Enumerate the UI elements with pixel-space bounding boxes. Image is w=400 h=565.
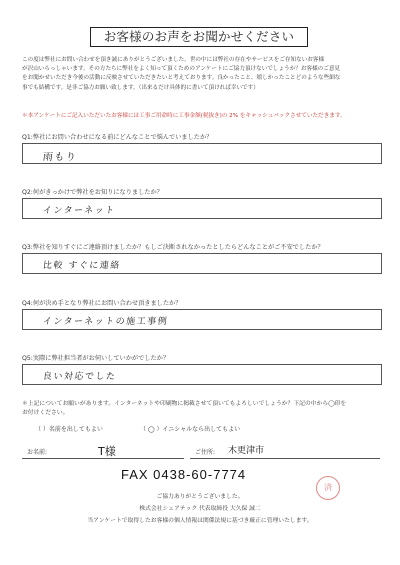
fax-number: FAX 0438-60-7774: [121, 467, 247, 482]
question-5-label: Q5:実際に弊社担当者がお伺いしていかがでしたか？: [22, 355, 170, 362]
question-4-answer-box[interactable]: [22, 309, 382, 330]
question-3-answer: 比較 すぐに連絡: [42, 261, 122, 271]
question-4-label: Q4:何が決め手となり弊社にお問い合わせ頂きましたか？: [22, 300, 182, 307]
intro-line: この度は弊社にお問い合わせを頂き誠にありがとうございました。世の中には弊社の存在やサービスをご存知ないお客様: [22, 57, 325, 63]
question-3-label: Q3:弊社を知りすぐにご連絡頂けましたか？もしご決断されなかったとしたらどんなことがご不安でしたか？: [22, 244, 324, 251]
question-1-answer: 雨もり: [42, 152, 78, 163]
name-underline: [22, 458, 184, 459]
intro-text: [22, 56, 382, 93]
address-underline: [190, 458, 380, 459]
name-label: お名前:: [27, 449, 48, 456]
cashback-note: ＊本アンケートにご記入いただいたお客様には工事ご用命時に工事金額(税抜き)の 2% をキャッシュバックさせていただきます。: [22, 113, 346, 119]
footer-privacy: 当アンケートで取得したお客様の個人情報は関係法規に基づき厳正に管理いたします。: [87, 518, 313, 524]
question-5-answer: 良い対応でした: [42, 372, 117, 382]
address-label: ご住所:: [195, 449, 216, 456]
question-5-answer-box[interactable]: [22, 364, 382, 385]
question-2-label: Q2:何がきっかけで弊社をお知りになりましたか？: [22, 189, 163, 196]
received-stamp: 済: [316, 476, 340, 500]
address-value[interactable]: 木更津市: [228, 446, 265, 456]
footer-company: 株式会社シェアテック 代表取締役 大久保 誠二: [139, 506, 261, 512]
name-value[interactable]: T様: [98, 445, 116, 458]
question-1-answer-box[interactable]: [22, 143, 382, 164]
option-initials[interactable]: （ ◯ ）イニシャルなら出してもよい: [140, 426, 241, 433]
page-title: お客様のお声をお聞かせください: [90, 27, 308, 47]
question-3-answer-box[interactable]: [22, 253, 382, 274]
question-2-answer: インターネット: [42, 206, 117, 216]
question-1-label: Q1:弊社にお問い合わせになる前にどんなことで悩んでいましたか？: [22, 134, 213, 141]
question-2-answer-box[interactable]: [22, 198, 382, 219]
intro-line: 事でも結構です。是非ご協力お願い致します。（出来るだけ具体的に書いて頂ければ幸いです）: [22, 84, 259, 91]
consent-question: ＊上記についてお願いがあります。インターネットや印刷物に掲載させて頂いてもよろしいでしょうか？下記の中から◯印を: [22, 401, 347, 407]
footer-thanks: ご協力ありがとうございました。: [156, 494, 244, 500]
question-4-answer: インターネットの施工事例: [42, 317, 169, 327]
option-full-name[interactable]: （ ）名前を出してもよい: [35, 426, 103, 433]
consent-question-cont: お付けください。: [22, 410, 69, 416]
intro-line: をお聞かせいただき今後の活動に反映させていただきたいと考えております。良かったこと、嬉しかったことどのような些細な: [22, 75, 341, 82]
intro-line: が沢山いらっしゃいます。その方たちに弊社をよく知って頂くためのアンケートにご協力頂けないでしょうか？お客様のご意見: [22, 66, 341, 73]
